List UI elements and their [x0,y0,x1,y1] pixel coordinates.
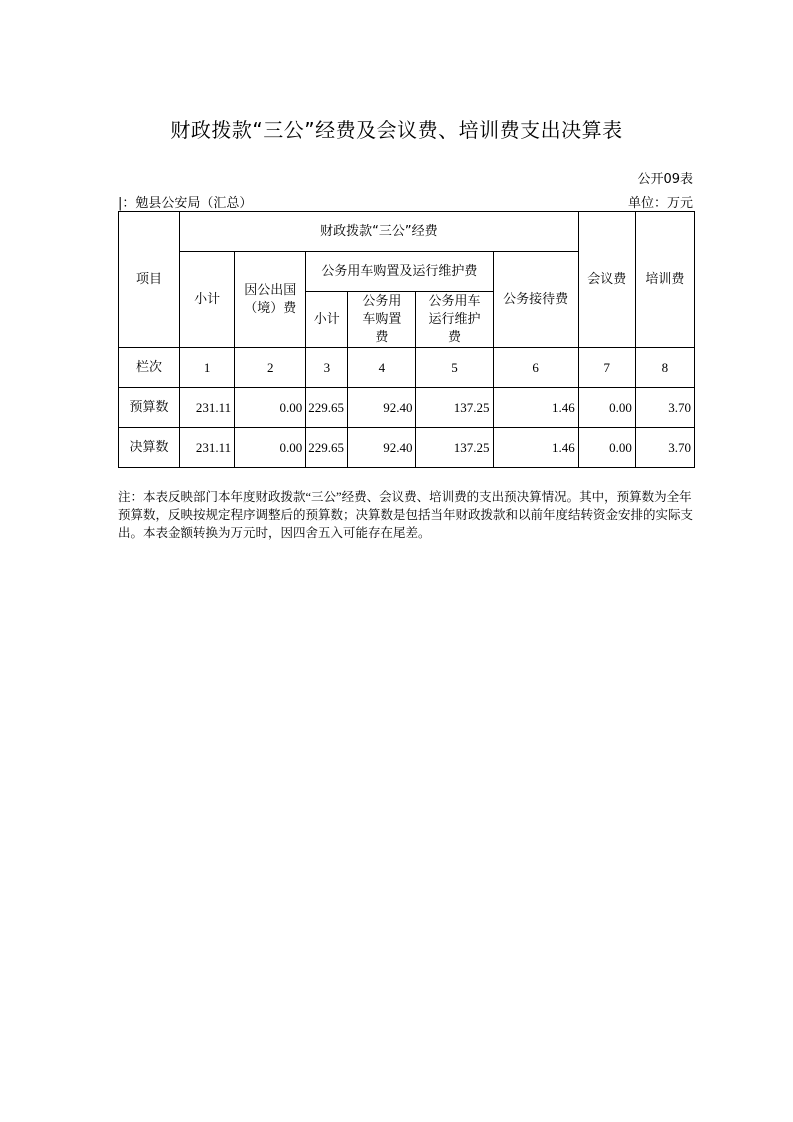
cell-value: 137.25 [416,428,493,468]
column-row-label: 栏次 [119,348,180,388]
cell-value: 1.46 [493,428,578,468]
header-vehicle: 公务用车购置及运行维护费 [306,252,493,292]
column-number: 6 [493,348,578,388]
cell-value: 137.25 [416,388,493,428]
header-meeting: 会议费 [578,212,635,348]
column-number: 8 [635,348,694,388]
header-reception: 公务接待费 [493,252,578,348]
cell-value: 3.70 [635,388,694,428]
cell-value: 3.70 [635,428,694,468]
table-row [119,388,695,428]
column-number: 7 [578,348,635,388]
row-label: 决算数 [119,428,180,468]
column-number: 4 [348,348,416,388]
header-vehicle-purchase: 公务用车购置费 [348,292,416,348]
header-sangong: 财政拨款“三公”经费 [180,212,579,252]
unit-label: 单位：万元 [627,196,693,211]
form-number: 公开09表 [637,172,693,187]
cell-value: 0.00 [235,388,306,428]
cell-value: 1.46 [493,388,578,428]
expenditure-table [118,211,695,468]
header-vehicle-operation: 公务用车运行维护费 [416,292,493,348]
header-vehicle-subtotal: 小计 [306,292,348,348]
table-row [119,428,695,468]
column-number: 2 [235,348,306,388]
header-training: 培训费 [635,212,694,348]
column-number-row [119,348,695,388]
header-subtotal: 小计 [180,252,235,348]
cell-value: 231.11 [180,388,235,428]
unit-row [118,192,693,210]
cell-value: 0.00 [235,428,306,468]
cell-value: 229.65 [306,388,348,428]
cell-value: 229.65 [306,428,348,468]
header-abroad: 因公出国（境）费 [235,252,306,348]
header-row-1 [119,212,695,252]
cell-value: 231.11 [180,428,235,468]
cell-value: 0.00 [578,428,635,468]
footnote: 注：本表反映部门本年度财政拨款“三公”经费、会议费、培训费的支出预决算情况。其中，预算数为全年预算数，反映按规定程序调整后的预算数；决算数是包括当年财政拨款和以前年度结转资金安排的实际支出。本表金额转换为万元时，因四舍五入可能存在尾差。 [118,490,694,540]
cell-value: 0.00 [578,388,635,428]
column-number: 3 [306,348,348,388]
cell-value: 92.40 [348,388,416,428]
header-item: 项目 [119,212,180,348]
column-number: 1 [180,348,235,388]
row-label: 预算数 [119,388,180,428]
column-number: 5 [416,348,493,388]
department-label: |：勉县公安局（汇总） [118,196,253,211]
cell-value: 92.40 [348,428,416,468]
page-title: 财政拨款“三公”经费及会议费、培训费支出决算表 [170,118,623,142]
